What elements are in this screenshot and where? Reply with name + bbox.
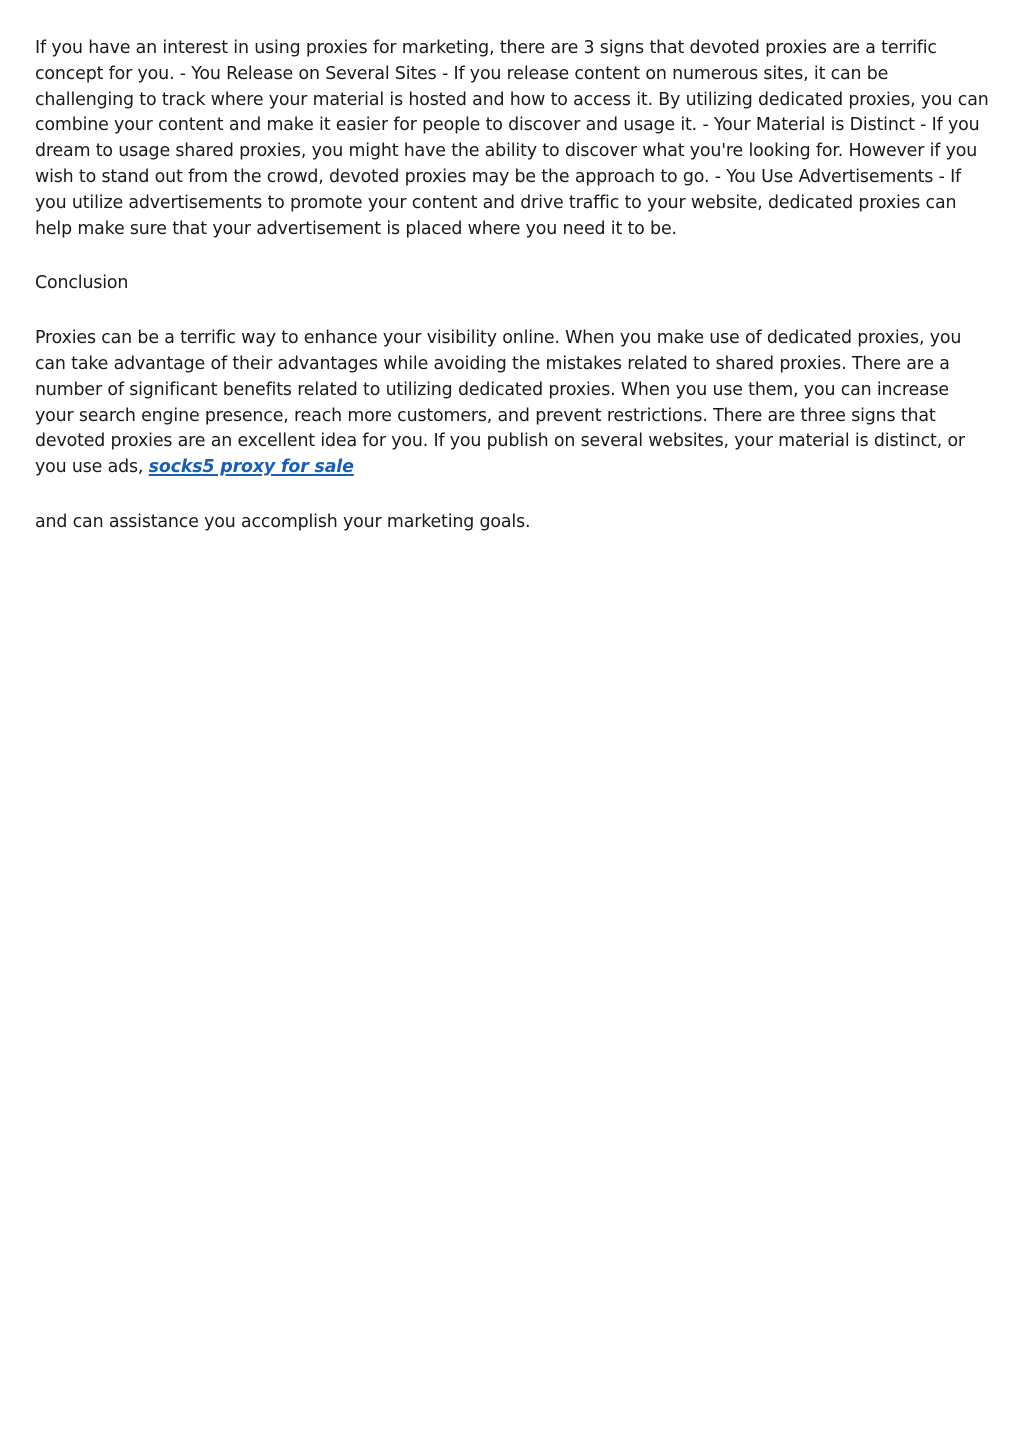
paragraph-conclusion-text: Proxies can be a terrific way to enhance your visibility online. When you make use of dedicated proxies, you can take advantage of their advantages while avoiding the mistakes related to shared proxies. There are a number of significant benefits related to utilizing dedicated proxies. When you use them, you can increase your search engine presence, reach more customers, and prevent restrictions. There are three signs that devoted proxies are an excellent idea for you. If you publish on several websites, your material is distinct, or you use ads, xyxy=(35,328,965,478)
section-heading-conclusion: Conclusion xyxy=(35,273,129,294)
paragraph-closing: and can assistance you accomplish your marketing goals. xyxy=(35,511,531,532)
socks5-proxy-link[interactable]: socks5 proxy for sale xyxy=(148,457,354,478)
paragraph-conclusion xyxy=(35,326,991,481)
document-body xyxy=(35,36,991,565)
paragraph-intro: If you have an interest in using proxies for marketing, there are 3 signs that devoted proxies are a terrific concept for you. - You Release on Several Sites - If you release content on numerous sites, it can be challenging to track where your material is hosted and how to access it. By utilizing dedicated proxies, you can combine your content and make it easier for people to discover and usage it. - Your Material is Distinct - If you dream to usage shared proxies, you might have the ability to discover what you're looking for. However if you wish to stand out from the crowd, devoted proxies may be the approach to go. - You Use Advertisements - If you utilize advertisements to promote your content and drive traffic to your website, dedicated proxies can help make sure that your advertisement is placed where you need it to be. xyxy=(35,38,989,239)
